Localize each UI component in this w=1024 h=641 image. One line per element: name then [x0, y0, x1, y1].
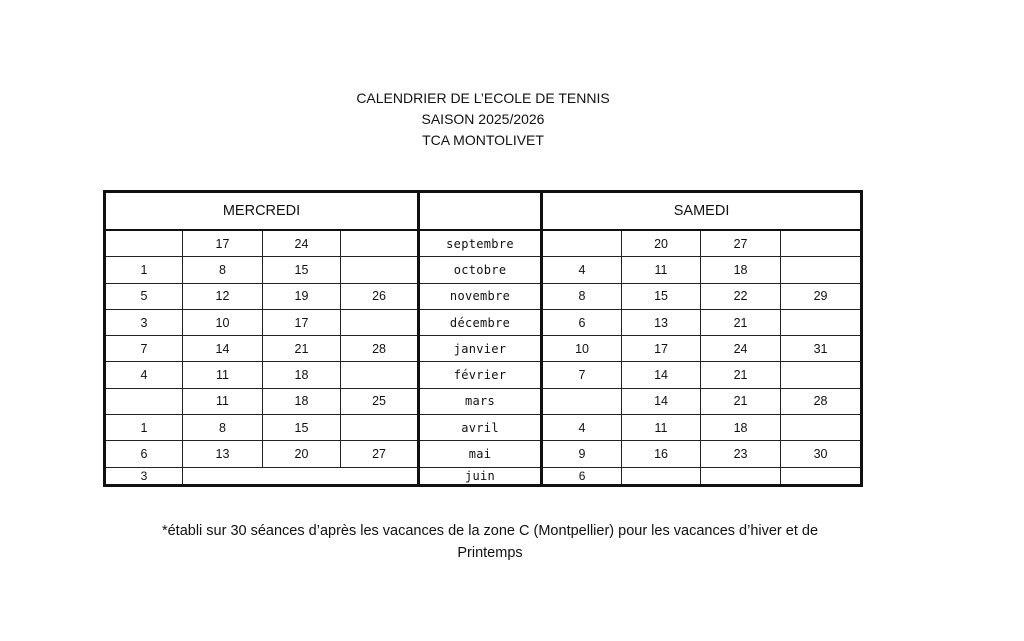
wednesday-date-cell: 28 — [341, 336, 419, 362]
month-cell: mars — [419, 388, 542, 414]
wednesday-date-cell: 20 — [263, 441, 341, 467]
month-cell: mai — [419, 441, 542, 467]
saturday-date-cell: 9 — [542, 441, 622, 467]
wednesday-date-cell: 13 — [183, 441, 263, 467]
saturday-date-cell: 4 — [542, 415, 622, 441]
saturday-date-cell: 28 — [781, 388, 862, 414]
saturday-date-cell: 23 — [701, 441, 781, 467]
wednesday-date-cell: 21 — [263, 336, 341, 362]
wednesday-date-cell: 15 — [263, 415, 341, 441]
wednesday-date-cell: 7 — [105, 336, 183, 362]
wednesday-date-cell: 8 — [183, 415, 263, 441]
wednesday-date-cell — [341, 257, 419, 283]
table-row — [105, 415, 862, 441]
saturday-date-cell: 7 — [542, 362, 622, 388]
footnote — [110, 520, 870, 564]
calendar-title: CALENDRIER DE L’ECOLE DE TENNIS — [356, 90, 610, 106]
table-row — [105, 441, 862, 467]
tennis-calendar-table — [103, 190, 863, 487]
calendar-header — [0, 88, 966, 151]
wednesday-date-cell — [105, 230, 183, 257]
table-header-row — [105, 192, 862, 231]
saturday-date-cell — [622, 467, 701, 485]
saturday-date-cell: 14 — [622, 362, 701, 388]
saturday-date-cell: 31 — [781, 336, 862, 362]
saturday-date-cell: 18 — [701, 257, 781, 283]
wednesday-date-cell: 3 — [105, 309, 183, 335]
saturday-date-cell: 14 — [622, 388, 701, 414]
month-cell: septembre — [419, 230, 542, 257]
saturday-date-cell: 20 — [622, 230, 701, 257]
month-cell: février — [419, 362, 542, 388]
wednesday-date-cell: 27 — [341, 441, 419, 467]
saturday-date-cell: 4 — [542, 257, 622, 283]
month-cell: janvier — [419, 336, 542, 362]
saturday-date-cell: 16 — [622, 441, 701, 467]
saturday-date-cell — [701, 467, 781, 485]
wednesday-date-cell — [341, 230, 419, 257]
saturday-date-cell — [781, 467, 862, 485]
table-row — [105, 283, 862, 309]
wednesday-date-cell: 25 — [341, 388, 419, 414]
saturday-date-cell: 15 — [622, 283, 701, 309]
table-row — [105, 230, 862, 257]
saturday-date-cell: 17 — [622, 336, 701, 362]
wednesday-date-cell: 8 — [183, 257, 263, 283]
wednesday-date-cell: 11 — [183, 388, 263, 414]
saturday-date-cell — [781, 362, 862, 388]
table-row — [105, 467, 862, 485]
table-row — [105, 388, 862, 414]
wednesday-date-cell — [341, 362, 419, 388]
saturday-date-cell: 24 — [701, 336, 781, 362]
month-cell: novembre — [419, 283, 542, 309]
saturday-date-cell: 6 — [542, 309, 622, 335]
wednesday-date-cell: 12 — [183, 283, 263, 309]
saturday-date-cell — [781, 309, 862, 335]
saturday-date-cell — [781, 415, 862, 441]
month-cell: avril — [419, 415, 542, 441]
wednesday-date-cell: 26 — [341, 283, 419, 309]
saturday-date-cell: 27 — [701, 230, 781, 257]
wednesday-date-cell — [341, 309, 419, 335]
wednesday-date-cell: 18 — [263, 388, 341, 414]
saturday-date-cell — [542, 388, 622, 414]
wednesday-date-cell: 10 — [183, 309, 263, 335]
wednesday-date-cell: 3 — [105, 467, 183, 485]
table-row — [105, 257, 862, 283]
club-name: TCA MONTOLIVET — [422, 132, 544, 148]
month-cell: juin — [419, 467, 542, 485]
wednesday-header: MERCREDI — [105, 192, 419, 231]
month-cell: décembre — [419, 309, 542, 335]
wednesday-date-cell: 4 — [105, 362, 183, 388]
saturday-date-cell: 13 — [622, 309, 701, 335]
wednesday-date-cell: 14 — [183, 336, 263, 362]
saturday-header: SAMEDI — [542, 192, 862, 231]
wednesday-date-cell: 24 — [263, 230, 341, 257]
footnote-line-1: *établi sur 30 séances d’après les vacances de la zone C (Montpellier) pour les vacances d’hiver et de — [161, 523, 819, 539]
month-cell: octobre — [419, 257, 542, 283]
saturday-date-cell: 21 — [701, 309, 781, 335]
saturday-date-cell: 21 — [701, 388, 781, 414]
footnote-line-2: Printemps — [457, 545, 523, 561]
wednesday-date-cell: 17 — [183, 230, 263, 257]
wednesday-date-cell: 19 — [263, 283, 341, 309]
saturday-date-cell: 18 — [701, 415, 781, 441]
saturday-date-cell: 8 — [542, 283, 622, 309]
table-row — [105, 336, 862, 362]
saturday-date-cell: 6 — [542, 467, 622, 485]
saturday-date-cell: 11 — [622, 257, 701, 283]
table-row — [105, 362, 862, 388]
saturday-date-cell — [781, 230, 862, 257]
saturday-date-cell: 22 — [701, 283, 781, 309]
saturday-date-cell — [542, 230, 622, 257]
month-header — [419, 192, 542, 231]
saturday-date-cell: 21 — [701, 362, 781, 388]
saturday-date-cell: 30 — [781, 441, 862, 467]
wednesday-date-cell: 1 — [105, 415, 183, 441]
wednesday-date-cell: 11 — [183, 362, 263, 388]
wednesday-date-cell — [105, 388, 183, 414]
wednesday-empty-cell — [183, 467, 419, 485]
season-label: SAISON 2025/2026 — [421, 111, 545, 127]
saturday-date-cell: 10 — [542, 336, 622, 362]
wednesday-date-cell: 1 — [105, 257, 183, 283]
table-row — [105, 309, 862, 335]
wednesday-date-cell — [341, 415, 419, 441]
wednesday-date-cell: 6 — [105, 441, 183, 467]
wednesday-date-cell: 18 — [263, 362, 341, 388]
saturday-date-cell: 29 — [781, 283, 862, 309]
saturday-date-cell — [781, 257, 862, 283]
wednesday-date-cell: 15 — [263, 257, 341, 283]
saturday-date-cell: 11 — [622, 415, 701, 441]
wednesday-date-cell: 5 — [105, 283, 183, 309]
wednesday-date-cell: 17 — [263, 309, 341, 335]
